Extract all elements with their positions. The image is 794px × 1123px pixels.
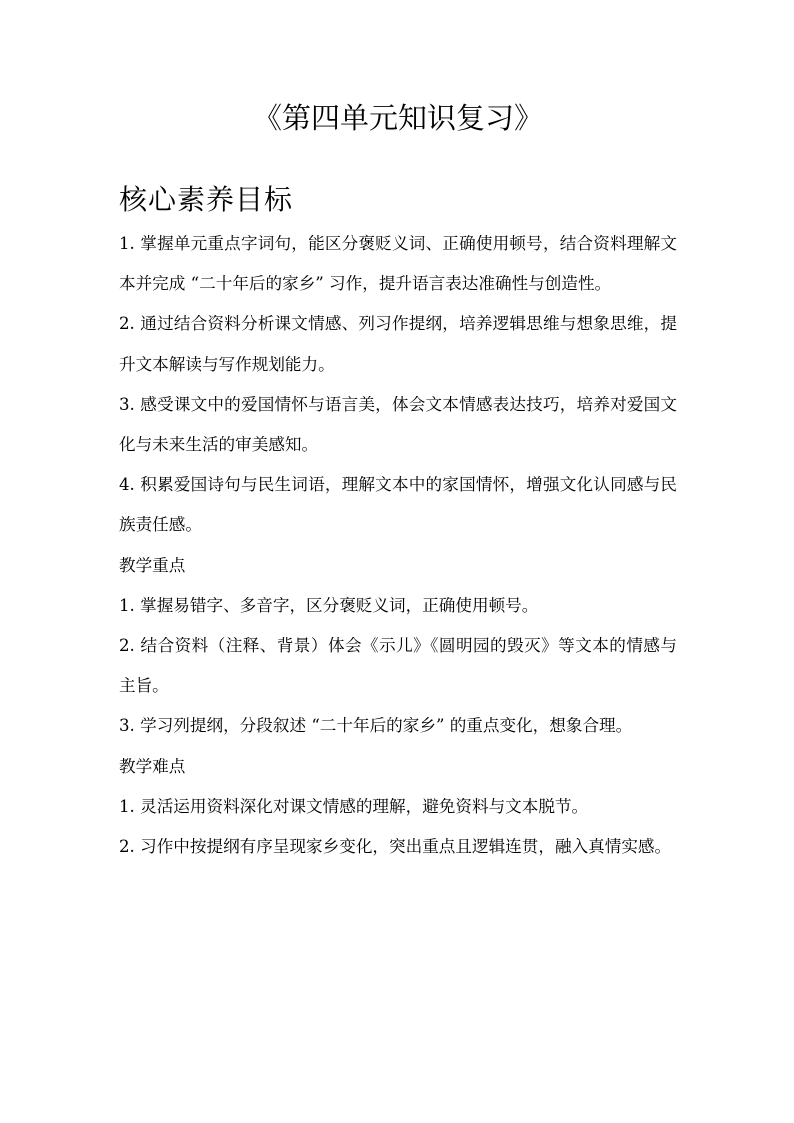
key-point-item: 3. 学习列提纲，分段叙述 “二十年后的家乡” 的重点变化，想象合理。 — [119, 716, 633, 736]
goal-item: 2. 通过结合资料分析课文情感、列习作提纲，培养逻辑思维与想象思维，提升文本解读与写作规划能力。 — [119, 314, 677, 374]
key-points-heading: 教学重点 — [119, 555, 186, 575]
key-point-item: 1. 掌握易错字、多音字，区分褒贬义词，正确使用顿号。 — [119, 595, 539, 615]
goal-item: 3. 感受课文中的爱国情怀与语言美，体会文本情感表达技巧，培养对爱国文化与未来生活的审美感知。 — [119, 394, 677, 455]
goal-item: 4. 积累爱国诗句与民生词语，理解文本中的家国情怀，增强文化认同感与民族责任感。 — [119, 475, 677, 535]
difficulty-item: 1. 灵活运用资料深化对课文情感的理解，避免资料与文本脱节。 — [119, 796, 589, 816]
goal-item: 1. 掌握单元重点字词句，能区分褒贬义词、正确使用顿号，结合资料理解文本并完成 “二十年后的家乡” 习作，提升语言表达准确性与创造性。 — [119, 234, 677, 294]
document-body — [119, 224, 677, 867]
difficulties-heading: 教学难点 — [119, 756, 186, 776]
key-point-item: 2. 结合资料（注释、背景）体会《示儿》《圆明园的毁灭》等文本的情感与主旨。 — [119, 636, 677, 696]
section-heading-core-goals: 核心素养目标 — [119, 183, 294, 216]
document-title: 《第四单元知识复习》 — [252, 101, 543, 135]
difficulty-item: 2. 习作中按提纲有序呈现家乡变化，突出重点且逻辑连贯，融入真情实感。 — [119, 837, 672, 857]
